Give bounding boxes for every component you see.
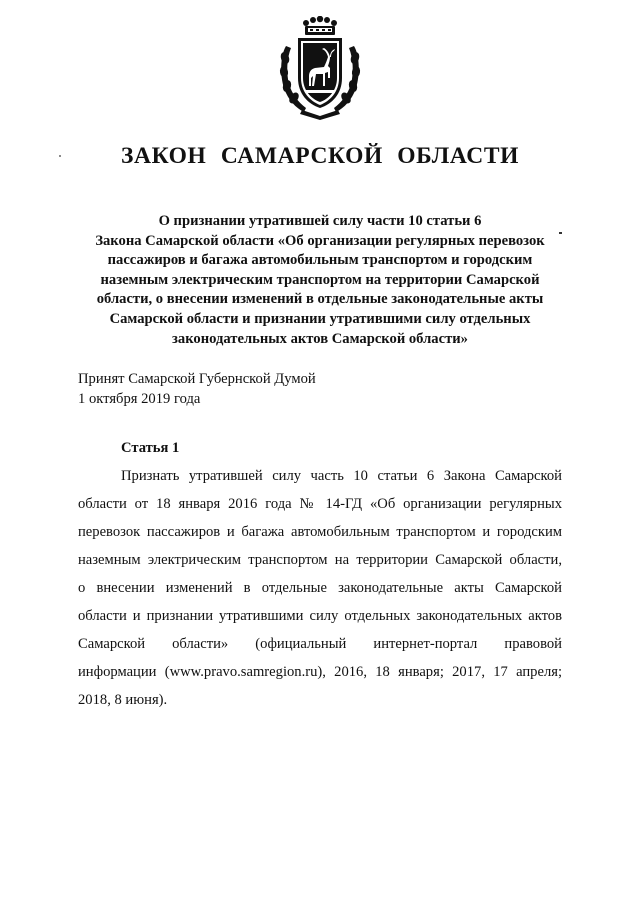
law-subject	[60, 212, 580, 349]
article-line: области от 18 января 2016 года № 14-ГД «Об организации регулярных	[78, 496, 562, 512]
subject-line: Закона Самарской области «Об организации регулярных перевозок	[95, 232, 545, 249]
article-line: наземным электрическим транспортом на территории Самарской области,	[78, 552, 562, 568]
article-line: перевозок пассажиров и багажа автомобильным транспортом и городским	[78, 524, 562, 540]
subject-line: области, о внесении изменений в отдельные законодательные акты	[96, 291, 544, 308]
subject-line: Самарской области и признании утратившими силу отдельных	[109, 310, 531, 327]
subject-line: наземным электрическим транспортом на территории Самарской	[100, 271, 540, 288]
adoption-line: Принят Самарской Губернской Думой	[78, 371, 316, 387]
adoption-note	[78, 370, 316, 409]
article-line: о внесении изменений в отдельные законодательные акты Самарской	[78, 580, 562, 596]
article-line: Самарской области» (официальный интернет-портал правовой	[78, 636, 562, 652]
article-line: Признать утратившей силу часть 10 статьи 6 Закона Самарской	[121, 468, 562, 484]
adoption-date: 1 октября 2019 года	[78, 390, 201, 407]
article-line: области и признании утратившими силу отдельных законодательных актов	[78, 608, 562, 624]
subject-line: законодательных актов Самарской области»	[172, 330, 468, 347]
coat-of-arms-icon	[278, 16, 362, 120]
article-heading: Статья 1	[121, 440, 180, 456]
law-title: ЗАКОН САМАРСКОЙ ОБЛАСТИ	[121, 143, 519, 169]
subject-line: пассажиров и багажа автомобильным транспортом и городским	[107, 252, 533, 269]
article-body	[78, 462, 562, 714]
subject-line: О признании утратившей силу части 10 статьи 6	[158, 213, 482, 229]
article-line: 2018, 8 июня).	[78, 692, 168, 708]
scan-speck	[559, 232, 562, 234]
article-line: информации (www.pravo.samregion.ru), 2016, 18 января; 2017, 17 апреля;	[78, 664, 562, 680]
